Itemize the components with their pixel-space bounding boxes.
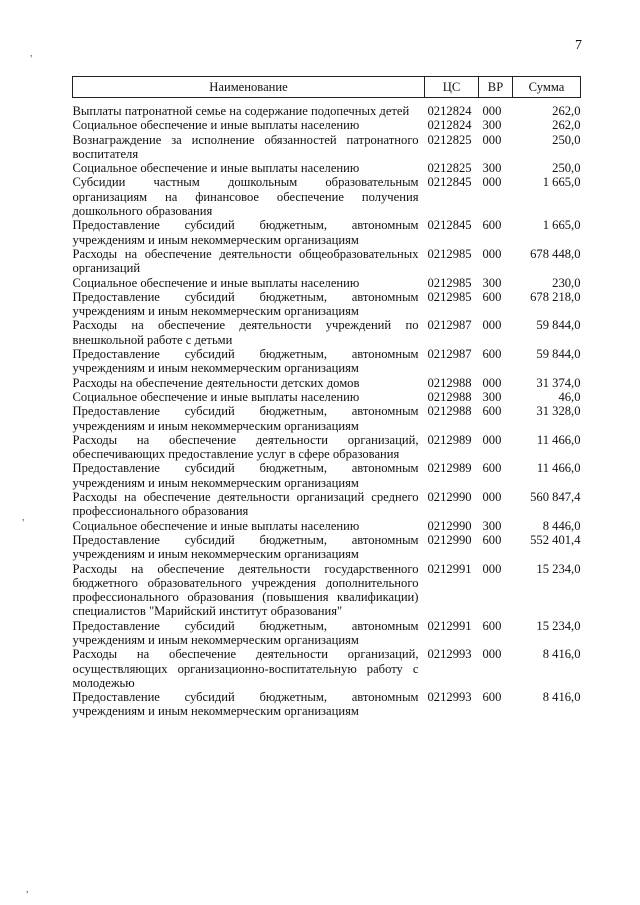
row-vr-cell: 000 (482, 175, 502, 190)
row-cs-cell: 0212985 (427, 246, 472, 261)
row-cs-cell: 0212825 (427, 161, 472, 176)
row-cs-cell: 0212985 (427, 275, 472, 290)
row-cs-cell: 0212993 (427, 647, 472, 662)
row-cs-cell: 0212993 (427, 690, 472, 705)
row-sum-cell: 46,0 (558, 389, 581, 404)
row-vr-cell: 300 (482, 518, 502, 533)
table-row (73, 376, 581, 390)
row-cs-cell: 0212991 (427, 618, 472, 633)
row-cs-cell: 0212988 (427, 404, 472, 419)
row-vr-cell: 600 (482, 618, 502, 633)
row-name-cell: Предоставление субсидий бюджетным, автономным учреждениям и иным некоммерческим организациям (72, 618, 419, 647)
row-sum-cell: 262,0 (552, 118, 581, 133)
row-sum-cell: 31 328,0 (536, 404, 581, 419)
column-header-vr: ВР (479, 77, 513, 98)
row-vr-cell: 600 (482, 404, 502, 419)
row-vr-cell: 600 (482, 532, 502, 547)
row-name-cell: Предоставление субсидий бюджетным, автономным учреждениям и иным некоммерческим организациям (72, 347, 419, 376)
row-name-cell: Социальное обеспечение и иные выплаты населению (72, 389, 360, 404)
row-cs-cell: 0212825 (427, 132, 472, 147)
row-sum-cell: 31 374,0 (536, 375, 581, 390)
table-row (73, 347, 581, 376)
row-sum-cell: 230,0 (552, 275, 581, 290)
row-sum-cell: 8 416,0 (542, 690, 581, 705)
row-name-cell: Социальное обеспечение и иные выплаты населению (72, 118, 360, 133)
row-vr-cell: 300 (482, 118, 502, 133)
table-row (73, 290, 581, 319)
table-row (73, 533, 581, 562)
row-sum-cell: 250,0 (552, 132, 581, 147)
row-sum-cell: 15 234,0 (536, 618, 581, 633)
row-cs-cell: 0212991 (427, 561, 472, 576)
row-cs-cell: 0212824 (427, 104, 472, 118)
table-row (73, 98, 581, 119)
row-sum-cell: 59 844,0 (536, 347, 581, 362)
table-row (73, 133, 581, 162)
row-sum-cell: 11 466,0 (536, 461, 581, 476)
row-cs-cell: 0212988 (427, 375, 472, 390)
row-vr-cell: 000 (482, 432, 502, 447)
row-vr-cell: 600 (482, 461, 502, 476)
row-vr-cell: 000 (482, 104, 502, 118)
row-name-cell: Субсидии частным дошкольным образовательным организациям на финансовое обеспечение получения дошкольного образования (72, 175, 419, 219)
row-vr-cell: 000 (482, 375, 502, 390)
margin-mark: , (22, 512, 25, 523)
row-vr-cell: 600 (482, 347, 502, 362)
table-header-row (73, 77, 581, 98)
row-cs-cell: 0212989 (427, 432, 472, 447)
table-row (73, 218, 581, 247)
row-name-cell: Расходы на обеспечение деятельности государственного бюджетного образовательного учреждения дополнительного профессионального образования (повышения квалификации) специалистов "Марийский институт образования" (72, 561, 419, 619)
row-cs-cell: 0212987 (427, 318, 472, 333)
row-name-cell: Предоставление субсидий бюджетным, автономным учреждениям и иным некоммерческим организациям (72, 461, 419, 490)
row-name-cell: Социальное обеспечение и иные выплаты населению (72, 161, 360, 176)
table-row (73, 562, 581, 619)
row-sum-cell: 8 446,0 (542, 518, 581, 533)
row-vr-cell: 000 (482, 318, 502, 333)
row-name-cell: Предоставление субсидий бюджетным, автономным учреждениям и иным некоммерческим организациям (72, 289, 419, 319)
table-row (73, 461, 581, 490)
row-name-cell: Расходы на обеспечение деятельности учреждений по внешкольной работе с детьми (72, 318, 419, 347)
row-vr-cell: 000 (482, 561, 502, 576)
row-sum-cell: 8 416,0 (542, 647, 581, 662)
row-cs-cell: 0212845 (427, 175, 472, 190)
column-header-cs: ЦС (425, 77, 479, 98)
row-vr-cell: 600 (482, 690, 502, 705)
row-name-cell: Расходы на обеспечение деятельности организаций, осуществляющих организационно-воспитательную работу с молодежью (72, 647, 419, 690)
row-cs-cell: 0212990 (427, 532, 472, 547)
row-vr-cell: 000 (482, 490, 502, 505)
margin-mark: , (30, 48, 33, 59)
row-vr-cell: 000 (482, 132, 502, 147)
row-sum-cell: 1 665,0 (542, 175, 581, 190)
row-sum-cell: 11 466,0 (536, 432, 581, 447)
row-vr-cell: 000 (482, 647, 502, 662)
row-sum-cell: 59 844,0 (536, 318, 581, 333)
row-name-cell: Расходы на обеспечение деятельности организаций среднего профессионального образования (72, 490, 419, 519)
column-header-sum: Сумма (513, 77, 581, 98)
row-name-cell: Расходы на обеспечение деятельности детских домов (72, 375, 360, 390)
row-vr-cell: 000 (482, 246, 502, 261)
row-name-cell: Расходы на обеспечение деятельности общеобразовательных организаций (72, 246, 419, 276)
table-row (73, 276, 581, 290)
row-name-cell: Социальное обеспечение и иные выплаты населению (72, 518, 360, 533)
row-vr-cell: 600 (482, 289, 502, 304)
row-vr-cell: 600 (482, 218, 502, 233)
budget-table (72, 76, 581, 719)
table-row (73, 175, 581, 218)
row-name-cell: Выплаты патронатной семье на содержание подопечных детей (72, 104, 410, 118)
table-row (73, 519, 581, 533)
row-cs-cell: 0212990 (427, 518, 472, 533)
table-row (73, 404, 581, 433)
row-name-cell: Предоставление субсидий бюджетным, автономным учреждениям и иным некоммерческим организациям (72, 532, 419, 562)
table-row (73, 318, 581, 347)
row-name-cell: Расходы на обеспечение деятельности организаций, обеспечивающих предоставление услуг в сфере образования (72, 432, 419, 462)
row-sum-cell: 1 665,0 (542, 218, 581, 233)
row-name-cell: Социальное обеспечение и иные выплаты населению (72, 275, 360, 290)
row-name-cell: Предоставление субсидий бюджетным, автономным учреждениям и иным некоммерческим организациям (72, 218, 419, 247)
row-name-cell: Вознаграждение за исполнение обязанностей патронатного воспитателя (72, 132, 419, 161)
row-sum-cell: 560 847,4 (530, 490, 581, 505)
page-number: 7 (575, 38, 582, 53)
table-row (73, 390, 581, 404)
table-row (73, 619, 581, 648)
row-cs-cell: 0212824 (427, 118, 472, 133)
row-sum-cell: 250,0 (552, 161, 581, 176)
row-name-cell: Предоставление субсидий бюджетным, автономным учреждениям и иным некоммерческим организациям (72, 404, 419, 433)
margin-mark: , (26, 884, 29, 895)
row-cs-cell: 0212989 (427, 461, 472, 476)
table-row (73, 647, 581, 690)
table-body (73, 98, 581, 719)
table-row (73, 118, 581, 132)
row-sum-cell: 678 448,0 (530, 246, 581, 261)
row-cs-cell: 0212845 (427, 218, 472, 233)
row-cs-cell: 0212987 (427, 347, 472, 362)
table-row (73, 433, 581, 462)
row-sum-cell: 552 401,4 (530, 532, 581, 547)
table-row (73, 690, 581, 719)
row-vr-cell: 300 (482, 275, 502, 290)
row-cs-cell: 0212985 (427, 289, 472, 304)
row-name-cell: Предоставление субсидий бюджетным, автономным учреждениям и иным некоммерческим организациям (72, 690, 419, 719)
row-cs-cell: 0212988 (427, 389, 472, 404)
row-sum-cell: 262,0 (552, 104, 581, 118)
table-row (73, 161, 581, 175)
row-cs-cell: 0212990 (427, 490, 472, 505)
row-sum-cell: 678 218,0 (530, 289, 581, 304)
column-header-name: Наименование (73, 77, 425, 98)
row-vr-cell: 300 (482, 161, 502, 176)
table-row (73, 247, 581, 276)
table-row (73, 490, 581, 519)
row-sum-cell: 15 234,0 (536, 561, 581, 576)
row-vr-cell: 300 (482, 389, 502, 404)
